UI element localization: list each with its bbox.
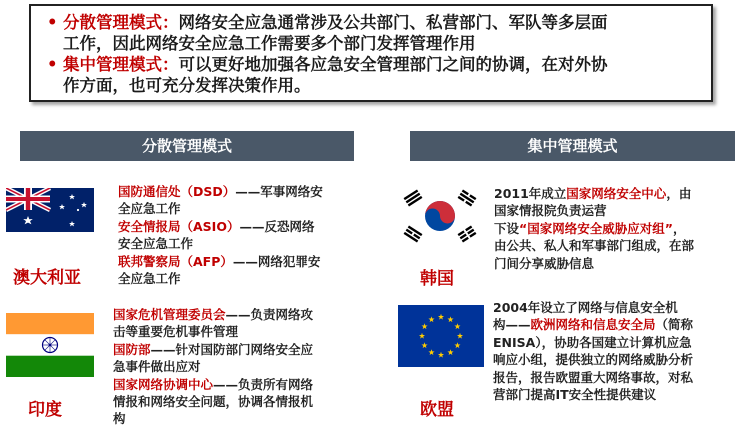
eu-description xyxy=(493,299,693,403)
desc-line: 全应急工作 xyxy=(118,271,181,287)
bullet: • xyxy=(47,55,58,74)
desc-line: 安全应急工作 xyxy=(118,236,194,252)
desc-line: 国家情报院负责运营 xyxy=(494,203,607,219)
country-name-eu: 欧盟 xyxy=(420,400,454,420)
desc-line: 门间分享威胁信息 xyxy=(494,255,595,271)
intro-box xyxy=(29,4,713,102)
desc-line: 安全情报局（ASIO）——反恐网络 xyxy=(118,218,315,234)
desc-line: ENISA），协助各国建立计算机应急 xyxy=(493,334,692,350)
country-name-india: 印度 xyxy=(28,400,62,420)
flag-eu-icon xyxy=(398,305,484,367)
intro-item-centralized xyxy=(47,54,701,96)
desc-line: 全应急工作 xyxy=(118,201,181,217)
desc-line: 国家危机管理委员会——负责网络攻 xyxy=(113,307,314,322)
desc-line: 2011年成立国家网络安全中心，由 xyxy=(494,186,692,201)
desc-line: 国防通信处（DSD）——军事网络安 xyxy=(118,184,323,199)
desc-line: 国防部——针对国防部门网络安全应 xyxy=(113,341,314,357)
bullet: • xyxy=(47,13,58,32)
desc-line: 报告，报告欧盟重大网络事故，对私 xyxy=(493,369,694,385)
desc-line: 联邦警察局（AFP）——网络犯罪安 xyxy=(118,253,321,269)
desc-line: 国家网络协调中心——负责所有网络 xyxy=(113,376,314,392)
intro-text: 作方面，也可充分发挥决策作用。 xyxy=(63,76,311,95)
desc-line: 由公共、私人和军事部门组成，在部 xyxy=(494,238,695,254)
intro-text: 网络安全应急通常涉及公共部门、私营部门、军队等多层面 xyxy=(178,13,608,32)
desc-line: 情报和网络安全问题，协调各情报机 xyxy=(113,394,314,410)
desc-line: 2004年设立了网络与信息安全机 xyxy=(493,300,678,315)
india-description xyxy=(113,306,313,428)
desc-line: 构 xyxy=(113,411,126,427)
country-name-australia: 澳大利亚 xyxy=(13,268,81,288)
flag-australia-icon xyxy=(6,188,94,232)
desc-line: 下设“国家网络安全威胁应对组”， xyxy=(494,220,686,236)
header-centralized: 集中管理模式 xyxy=(410,131,735,161)
desc-line: 营部门提高IT安全性提供建议 xyxy=(493,387,657,403)
desc-line: 构——欧洲网络和信息安全局（简称 xyxy=(493,317,694,333)
intro-term: 集中管理模式： xyxy=(63,55,179,74)
desc-line: 急事件做出应对 xyxy=(113,359,201,375)
intro-item-distributed xyxy=(47,12,701,54)
intro-text: 可以更好地加强各应急安全管理部门之间的协调，在对外协 xyxy=(178,55,608,74)
header-distributed: 分散管理模式 xyxy=(20,131,354,161)
intro-term: 分散管理模式： xyxy=(63,13,179,32)
intro-text: 工作，因此网络安全应急工作需要多个部门发挥管理作用 xyxy=(63,34,476,53)
australia-description xyxy=(118,183,323,287)
flag-india-icon xyxy=(6,313,94,377)
flag-korea-icon xyxy=(398,185,482,247)
korea-description xyxy=(494,185,694,272)
country-name-korea: 韩国 xyxy=(420,269,454,289)
desc-line: 击等重要危机事件管理 xyxy=(113,324,239,340)
desc-line: 响应小组，提供独立的网络威胁分析 xyxy=(493,352,694,368)
